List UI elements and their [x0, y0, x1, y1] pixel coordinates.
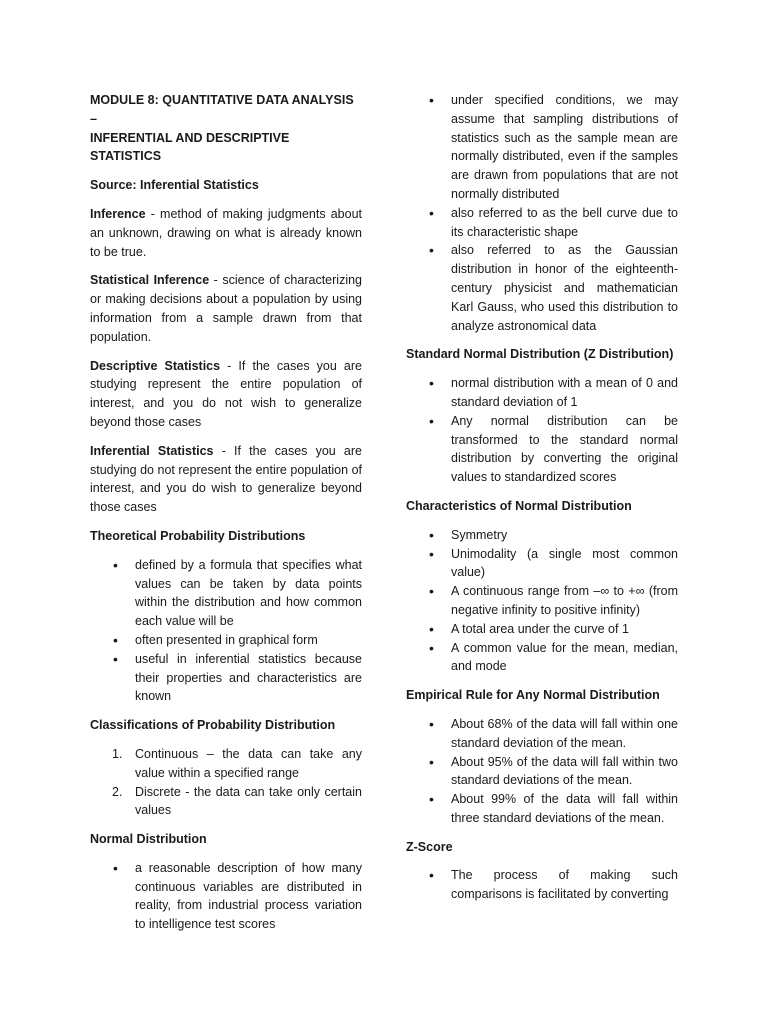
module-title [90, 91, 362, 166]
empirical-list [406, 715, 678, 828]
list-item-text: Continuous – the data can take any value within a specified range [135, 746, 362, 780]
list-item: • Any normal distribution can be transformed to the standard normal distribution by converting the original values to standardized scores [406, 412, 678, 487]
definition-text: - If the cases you are studying do not represent the entire population of interest, and you do wish to generalize beyond those cases [90, 443, 362, 515]
list-item [90, 745, 362, 783]
definition-inferential-statistics [90, 442, 362, 517]
list-item: • defined by a formula that specifies what values can be taken by data points within the distribution and how common each value will be [90, 556, 362, 631]
list-number: 1. [112, 746, 123, 761]
normal-heading: Normal Distribution [90, 832, 207, 847]
list-item: • often presented in graphical form [90, 631, 362, 650]
list-item: • A total area under the curve of 1 [406, 620, 678, 639]
right-column [406, 91, 678, 914]
characteristics-heading: Characteristics of Normal Distribution [406, 498, 632, 513]
list-item: • Symmetry [406, 526, 678, 545]
source-heading: Source: Inferential Statistics [90, 178, 259, 193]
definition-statistical-inference [90, 271, 362, 346]
classifications-heading: Classifications of Probability Distribution [90, 718, 336, 733]
list-item: • About 95% of the data will fall within two standard deviations of the mean. [406, 753, 678, 791]
zscore-heading: Z-Score [406, 839, 453, 854]
list-item: • About 99% of the data will fall within three standard deviations of the mean. [406, 790, 678, 828]
characteristics-list [406, 526, 678, 676]
theoretical-heading: Theoretical Probability Distributions [90, 528, 306, 543]
list-item: • A continuous range from –∞ to +∞ (from negative infinity to positive infinity) [406, 582, 678, 620]
list-item: • also referred to as the bell curve due to its characteristic shape [406, 204, 678, 242]
definition-term: Statistical Inference [90, 273, 210, 288]
definition-term: Inference [90, 206, 146, 221]
definition-term: Inferential Statistics [90, 443, 214, 458]
list-item: • a reasonable description of how many continuous variables are distributed in reality, from industrial process variation to intelligence test scores [90, 859, 362, 934]
definition-term: Descriptive Statistics [90, 358, 221, 373]
list-item: • The process of making such comparisons is facilitated by converting [406, 866, 678, 904]
list-item: • normal distribution with a mean of 0 and standard deviation of 1 [406, 374, 678, 412]
list-item: • also referred to as the Gaussian distribution in honor of the eighteenth-century physicist and mathematician Karl Gauss, who used this distribution to analyze astronomical data [406, 241, 678, 335]
module-title-line-1: MODULE 8: QUANTITATIVE DATA ANALYSIS – [90, 93, 354, 126]
definition-text: - If the cases you are studying represent the entire population of interest, and you do not wish to generalize beyond those cases [90, 358, 362, 429]
definition-text: - science of characterizing or making decisions about a population by using information from a sample drawn from that population. [90, 273, 362, 344]
list-item: • Unimodality (a single most common value) [406, 545, 678, 583]
definition-descriptive-statistics [90, 357, 362, 432]
list-item: • About 68% of the data will fall within one standard deviation of the mean. [406, 715, 678, 753]
module-title-line-2: INFERENTIAL AND DESCRIPTIVE STATISTICS [90, 130, 290, 164]
list-item: • A common value for the mean, median, and mode [406, 639, 678, 677]
standard-normal-list [406, 374, 678, 487]
empirical-heading: Empirical Rule for Any Normal Distribution [406, 688, 660, 703]
theoretical-list [90, 556, 362, 706]
standard-normal-heading: Standard Normal Distribution (Z Distribution) [406, 347, 674, 362]
list-item: • under specified conditions, we may assume that sampling distributions of statistics such as the sample mean are normally distributed, even if the samples are drawn from populations that are not normally distributed [406, 91, 678, 204]
list-item: • useful in inferential statistics because their properties and characteristics are known [90, 650, 362, 706]
list-number: 2. [112, 784, 123, 799]
definition-text: - method of making judgments about an unknown, drawing on what is already known to be true. [90, 206, 362, 259]
definition-inference [90, 205, 362, 261]
classifications-list [90, 745, 362, 820]
normal-continued-list [406, 91, 678, 335]
left-column [90, 91, 362, 944]
normal-list [90, 859, 362, 934]
list-item-text: Discrete - the data can take only certain values [135, 784, 362, 818]
zscore-list [406, 866, 678, 904]
list-item [90, 783, 362, 821]
